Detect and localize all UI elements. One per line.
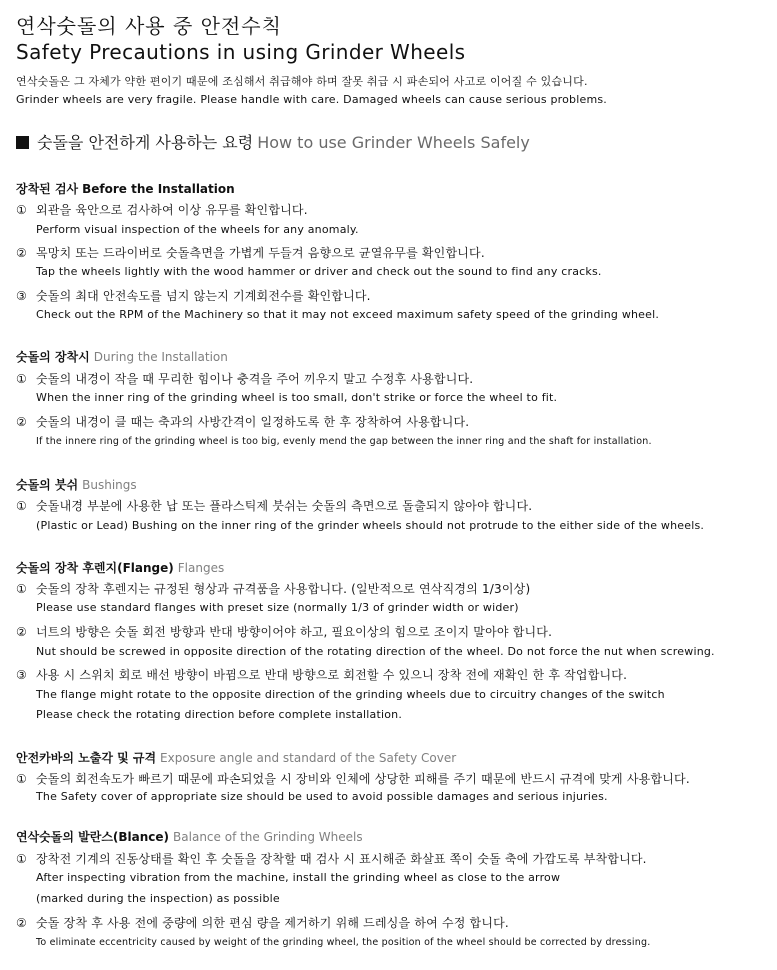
list-item-korean: ① 숫돌의 장착 후렌지는 규정된 형상과 규격품을 사용합니다. (일반적으로 연삭직경의 1/3이상) bbox=[16, 582, 531, 596]
list-item-english: To eliminate eccentricity caused by weight of the grinding wheel, the position of the wheel should be corrected by dressing. bbox=[36, 937, 651, 948]
section-title-korean: 숫돌의 붓쉬 bbox=[16, 478, 79, 492]
section-title-korean: 안전카바의 노출각 및 규격 bbox=[16, 751, 157, 765]
list-item-korean: ② 숫돌 장착 후 사용 전에 중량에 의한 편심 량을 제거하기 위해 드레싱을 하여 수정 합니다. bbox=[16, 916, 509, 930]
section-title-english: Before the Installation bbox=[82, 182, 235, 196]
heading-english: How to use Grinder Wheels Safely bbox=[257, 133, 530, 152]
list-item-korean: ① 숫돌내경 부분에 사용한 납 또는 플라스틱제 붓쉬는 숫돌의 측면으로 돌출되지 않아야 합니다. bbox=[16, 499, 533, 513]
list-item-korean: ③ 숫돌의 최대 안전속도를 넘지 않는지 기계회전수를 확인합니다. bbox=[16, 289, 371, 303]
section-title-korean: 숫돌의 장착시 bbox=[16, 350, 90, 364]
section-title-english: During the Installation bbox=[93, 350, 228, 364]
section-title-safety-cover bbox=[16, 749, 456, 766]
section-title-flanges bbox=[16, 559, 224, 576]
section-title-korean: 숫돌의 장착 후렌지(Flange) bbox=[16, 561, 174, 575]
section-title-balance bbox=[16, 828, 363, 845]
list-item-korean: ① 숫돌의 회전속도가 빠르기 때문에 파손되었을 시 장비와 인체에 상당한 피해를 주기 때문에 반드시 규격에 맞게 사용합니다. bbox=[16, 772, 690, 786]
section-title-english: Balance of the Grinding Wheels bbox=[173, 830, 363, 844]
list-item-korean: ① 숫돌의 내경이 작을 때 무리한 힘이나 충격을 주어 끼우지 말고 수정후 사용합니다. bbox=[16, 372, 474, 386]
heading-korean: 숫돌을 안전하게 사용하는 요령 bbox=[37, 133, 254, 152]
section-title-english: Flanges bbox=[177, 561, 225, 575]
list-item-korean: ② 숫돌의 내경이 클 때는 축과의 사방간격이 일정하도록 한 후 장착하여 사용합니다. bbox=[16, 415, 470, 429]
list-item-korean: ① 외관을 육안으로 검사하여 이상 유무를 확인합니다. bbox=[16, 203, 308, 217]
list-item-english: Please use standard flanges with preset size (normally 1/3 of grinder width or wider) bbox=[36, 601, 519, 614]
list-item-korean: ① 장착전 기계의 진동상태를 확인 후 숫돌을 장착할 때 검사 시 표시해준 화살표 쪽이 숫돌 축에 가깝도록 부착합니다. bbox=[16, 852, 647, 866]
list-item-english: Perform visual inspection of the wheels for any anomaly. bbox=[36, 223, 359, 236]
list-item-english: The Safety cover of appropriate size should be used to avoid possible damages and serious injuries. bbox=[36, 790, 608, 803]
list-item-english: After inspecting vibration from the machine, install the grinding wheel as close to the arrow bbox=[36, 871, 561, 884]
list-item-english: (Plastic or Lead) Bushing on the inner ring of the grinder wheels should not protrude to the either side of the wheels. bbox=[36, 519, 705, 532]
list-item-english: When the inner ring of the grinding wheel is too small, don't strike or force the wheel to fit. bbox=[36, 391, 558, 404]
list-item-english: Nut should be screwed in opposite direction of the rotating direction of the wheel. Do not force the nut when screwing. bbox=[36, 645, 715, 658]
section-title-before-installation bbox=[16, 180, 235, 197]
intro-english: Grinder wheels are very fragile. Please handle with care. Damaged wheels can cause serious problems. bbox=[16, 93, 608, 106]
list-item-english: The flange might rotate to the opposite direction of the grinding wheels due to circuitry changes of the switch bbox=[36, 688, 665, 701]
list-item-korean: ③ 사용 시 스위치 회로 배선 방향이 바뀜으로 반대 방향으로 회전할 수 있으니 장착 전에 재확인 한 후 작업합니다. bbox=[16, 668, 628, 682]
list-item-english: (marked during the inspection) as possible bbox=[36, 892, 280, 905]
section-title-during-installation bbox=[16, 348, 228, 365]
list-item-korean: ② 너트의 방향은 숫돌 회전 방향과 반대 방향이어야 하고, 필요이상의 힘으로 조이지 말아야 합니다. bbox=[16, 625, 553, 639]
section-heading bbox=[16, 130, 530, 153]
square-bullet-icon bbox=[16, 136, 29, 149]
page-title-korean: 연삭숫돌의 사용 중 안전수칙 bbox=[16, 14, 282, 38]
page-title-english: Safety Precautions in using Grinder Wheels bbox=[16, 40, 466, 64]
section-title-english: Bushings bbox=[82, 478, 137, 492]
section-title-korean: 연삭숫돌의 발란스(Blance) bbox=[16, 830, 170, 844]
section-title-korean: 장착된 검사 bbox=[16, 182, 79, 196]
list-item-english: Check out the RPM of the Machinery so that it may not exceed maximum safety speed of the grinding wheel. bbox=[36, 308, 660, 321]
list-item-english: Tap the wheels lightly with the wood hammer or driver and check out the sound to find any cracks. bbox=[36, 265, 602, 278]
section-title-bushings bbox=[16, 476, 137, 493]
section-title-english: Exposure angle and standard of the Safety Cover bbox=[160, 751, 457, 765]
list-item-english: Please check the rotating direction before complete installation. bbox=[36, 708, 403, 721]
list-item-english: If the innere ring of the grinding wheel is too big, evenly mend the gap between the inner ring and the shaft for installation. bbox=[36, 436, 652, 447]
list-item-korean: ② 목망치 또는 드라이버로 숫돌측면을 가볍게 두들겨 음향으로 균열유무를 확인합니다. bbox=[16, 246, 485, 260]
intro-korean: 연삭숫돌은 그 자체가 약한 편이기 때문에 조심해서 취급해야 하며 잘못 취급 시 파손되어 사고로 이어질 수 있습니다. bbox=[16, 75, 588, 88]
